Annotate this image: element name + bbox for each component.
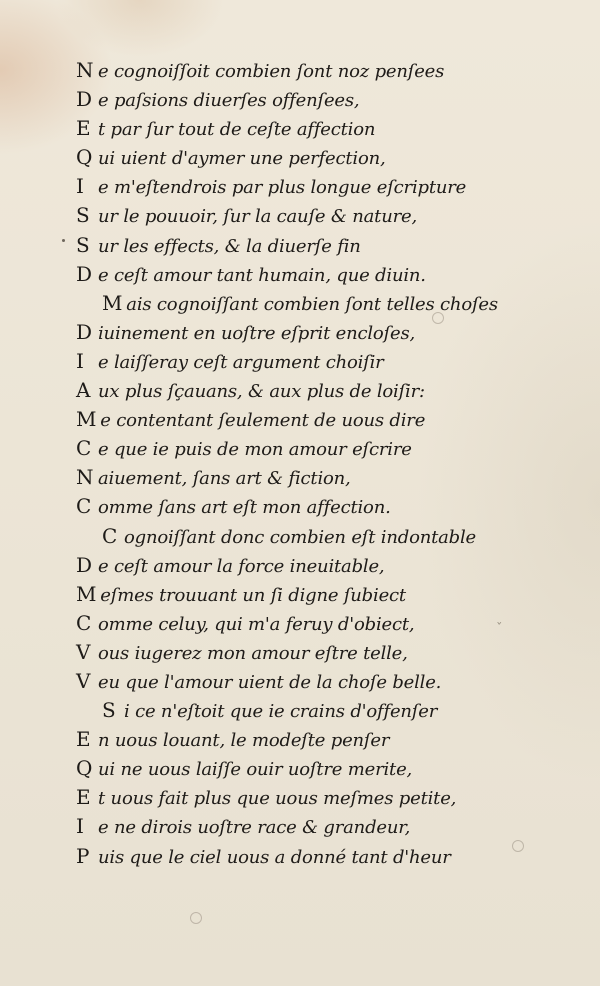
verse-text: omme celuy, qui m'a feruy d'obiect, [98,613,415,635]
verse-line [0,638,600,667]
paper-stain [190,912,202,924]
verse-line [0,376,600,405]
verse-text: i ce n'eſtoit que ie crains d'offenſer [124,701,438,723]
verse-text: ognoiſſant donc combien eſt indontable [124,526,477,548]
verse-line [0,172,600,201]
verse-line [0,842,600,871]
verse-line [0,201,600,230]
verse-text: iuinement en uoſtre eſprit encloſes, [98,322,416,344]
margin-mark: ˇ [496,622,503,637]
verse-line [0,318,600,347]
verse-text: ui uient d'aymer une perfection, [98,148,386,170]
verse-text: omme ſans art eſt mon affection. [98,497,391,519]
verse-line [0,696,600,725]
paper-stain [512,840,524,852]
verse-initial: Q [76,756,93,781]
verse-line [0,289,600,318]
verse-initial: S [76,203,90,228]
verse-initial: C [76,494,92,519]
verse-initial: D [76,552,92,577]
verse-line [0,463,600,492]
verse-line [0,812,600,841]
verse-line [0,783,600,812]
verse-line [0,754,600,783]
verse-initial: E [76,116,91,141]
verse-initial: M [76,407,97,432]
verse-line [0,260,600,289]
verse-text: e laiſſeray ceſt argument choiſir [98,351,384,373]
verse-initial: A [76,378,91,403]
verse-text: e que ie puis de mon amour eſcrire [98,439,412,461]
verse-text: n uous louant, le modeſte penſer [98,730,390,752]
verse-initial: N [76,58,94,82]
verse-text: ux plus ſçauans, & aux plus de loiſir: [98,381,425,403]
verse-initial: M [76,581,97,606]
verse-text: ur le pouuoir, ſur la cauſe & nature, [98,206,417,228]
verse-line [0,347,600,376]
verse-initial: D [76,319,92,344]
verse-text: aiuement, ſans art & fiction, [98,468,351,490]
verse-text: ais cognoiſſant combien ſont telles choſes [126,293,498,315]
verse-text: uis que le ciel uous a donné tant d'heur [98,846,451,868]
verse-line [0,580,600,609]
verse-text: e contentant ſeulement de uous dire [100,410,426,432]
verse-line [0,492,600,521]
verse-initial: I [76,814,84,839]
verse-line [0,725,600,754]
verse-text: e ceſt amour la force ineuitable, [98,555,385,577]
verse-initial: I [76,348,84,373]
verse-line [0,143,600,172]
verse-text: t uous fait plus que uous meſmes petite, [98,788,457,810]
verse-initial: V [76,639,91,664]
verse-text: ui ne uous laiſſe ouir uoſtre merite, [98,759,413,781]
verse-text: e ceſt amour tant humain, que diuin. [98,264,426,286]
verse-text: eſmes trouuant un ſi digne ſubiect [100,584,406,606]
verse-text: e m'eſtendrois par plus longue eſcripture [98,177,467,199]
verse-initial: I [76,174,84,199]
verse-line [0,231,600,260]
verse-line [0,56,600,85]
verse-initial: S [76,232,90,257]
verse-initial: D [76,261,92,286]
verse-line [0,114,600,143]
verse-text: e paſsions diuerſes offenſees, [98,90,360,112]
verse-line [0,609,600,638]
verse-text: e cognoiſſoit combien ſont noz penſees [98,61,445,82]
verse-line [0,85,600,114]
poem-text [0,56,600,871]
verse-initial: P [76,843,90,868]
verse-text: t par ſur tout de ceſte affection [98,119,376,141]
margin-dot [62,239,65,242]
verse-initial: E [76,785,91,810]
verse-initial: S [102,698,116,723]
verse-text: e ne dirois uoſtre race & grandeur, [98,817,411,839]
verse-initial: V [76,668,91,693]
verse-text: ous iugerez mon amour eſtre telle, [98,642,408,664]
verse-initial: C [76,610,92,635]
verse-initial: C [102,523,118,548]
verse-text: eu que l'amour uient de la choſe belle. [98,671,442,693]
verse-text: ur les effects, & la diuerſe fin [98,235,361,257]
verse-line [0,667,600,696]
verse-line [0,551,600,580]
verse-line [0,434,600,463]
verse-initial: C [76,436,92,461]
verse-initial: D [76,87,92,112]
verse-line [0,522,600,551]
verse-line [0,405,600,434]
verse-initial: Q [76,145,93,170]
verse-initial: N [76,465,94,490]
verse-initial: E [76,727,91,752]
paper-stain [432,312,444,324]
verse-initial: M [102,290,123,315]
